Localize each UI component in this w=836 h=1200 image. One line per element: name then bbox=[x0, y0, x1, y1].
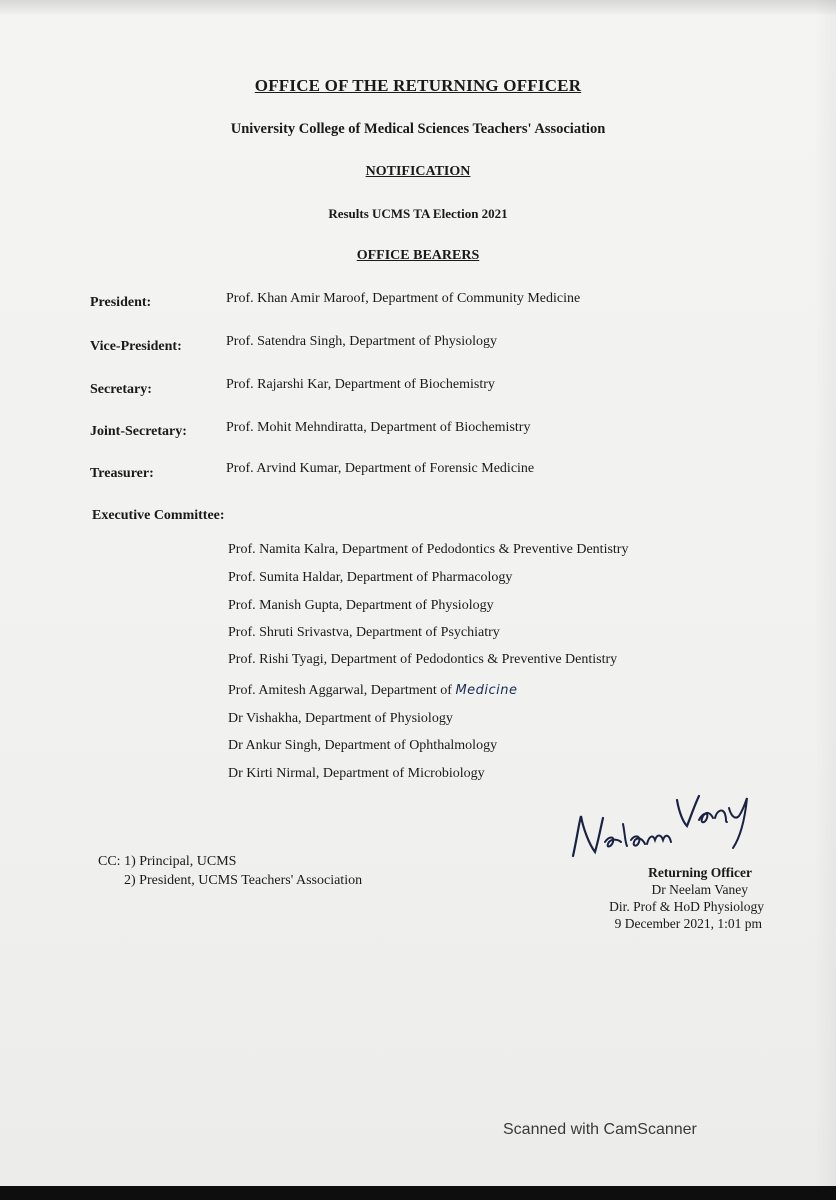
signature-image bbox=[565, 778, 765, 868]
signatory-role: Returning Officer bbox=[648, 865, 752, 880]
signatory-date: 9 December 2021, 1:01 pm bbox=[614, 916, 762, 931]
signatory-designation: Dir. Prof & HoD Physiology bbox=[609, 899, 764, 914]
handwritten-department: Medicine bbox=[455, 683, 518, 698]
office-bearers-heading: OFFICE BEARERS bbox=[356, 248, 480, 263]
committee-member: Prof. Sumita Haldar, Department of Pharmacology bbox=[228, 570, 513, 585]
association-name: University College of Medical Sciences Teachers' Association bbox=[230, 121, 606, 137]
committee-member: Prof. Rishi Tyagi, Department of Pedodontics & Preventive Dentistry bbox=[228, 652, 618, 667]
committee-member: Prof. Amitesh Aggarwal, Department of bbox=[228, 683, 452, 698]
cc-block bbox=[98, 852, 362, 890]
committee-member: Dr Vishakha, Department of Physiology bbox=[228, 711, 453, 726]
bearer-role: Joint-Secretary: bbox=[90, 424, 187, 439]
bottom-bar bbox=[0, 1186, 836, 1200]
bearer-role: Secretary: bbox=[90, 382, 152, 397]
bearer-name: Prof. Khan Amir Maroof, Department of Community Medicine bbox=[226, 291, 581, 306]
scan-top-shadow bbox=[0, 0, 836, 14]
notification-heading: NOTIFICATION bbox=[365, 164, 471, 179]
office-title: OFFICE OF THE RETURNING OFFICER bbox=[254, 76, 582, 95]
bearer-role: Vice-President: bbox=[90, 339, 182, 354]
committee-member-row bbox=[228, 683, 518, 699]
bearer-name: Prof. Satendra Singh, Department of Physiology bbox=[226, 334, 498, 349]
camscanner-watermark: Scanned with CamScanner bbox=[503, 1121, 697, 1138]
bearer-name: Prof. Rajarshi Kar, Department of Biochemistry bbox=[226, 377, 495, 392]
committee-member: Prof. Namita Kalra, Department of Pedodontics & Preventive Dentistry bbox=[228, 542, 629, 557]
signatory-name: Dr Neelam Vaney bbox=[651, 882, 748, 897]
bearer-name: Prof. Arvind Kumar, Department of Forensic Medicine bbox=[226, 461, 535, 476]
executive-committee-title: Executive Committee: bbox=[92, 508, 225, 523]
committee-member: Dr Ankur Singh, Department of Ophthalmology bbox=[228, 738, 498, 753]
cc-line: CC: 1) Principal, UCMS bbox=[98, 854, 237, 869]
committee-member: Prof. Manish Gupta, Department of Physiology bbox=[228, 598, 494, 613]
committee-member: Dr Kirti Nirmal, Department of Microbiology bbox=[228, 766, 485, 781]
bearer-name: Prof. Mohit Mehndiratta, Department of Biochemistry bbox=[226, 420, 531, 435]
signatory-block bbox=[560, 864, 792, 932]
bearer-role: President: bbox=[90, 295, 152, 310]
results-title: Results UCMS TA Election 2021 bbox=[328, 206, 508, 221]
cc-line: 2) President, UCMS Teachers' Association bbox=[124, 873, 363, 888]
committee-member: Prof. Shruti Srivastva, Department of Psychiatry bbox=[228, 625, 500, 640]
bearer-role: Treasurer: bbox=[90, 466, 154, 481]
